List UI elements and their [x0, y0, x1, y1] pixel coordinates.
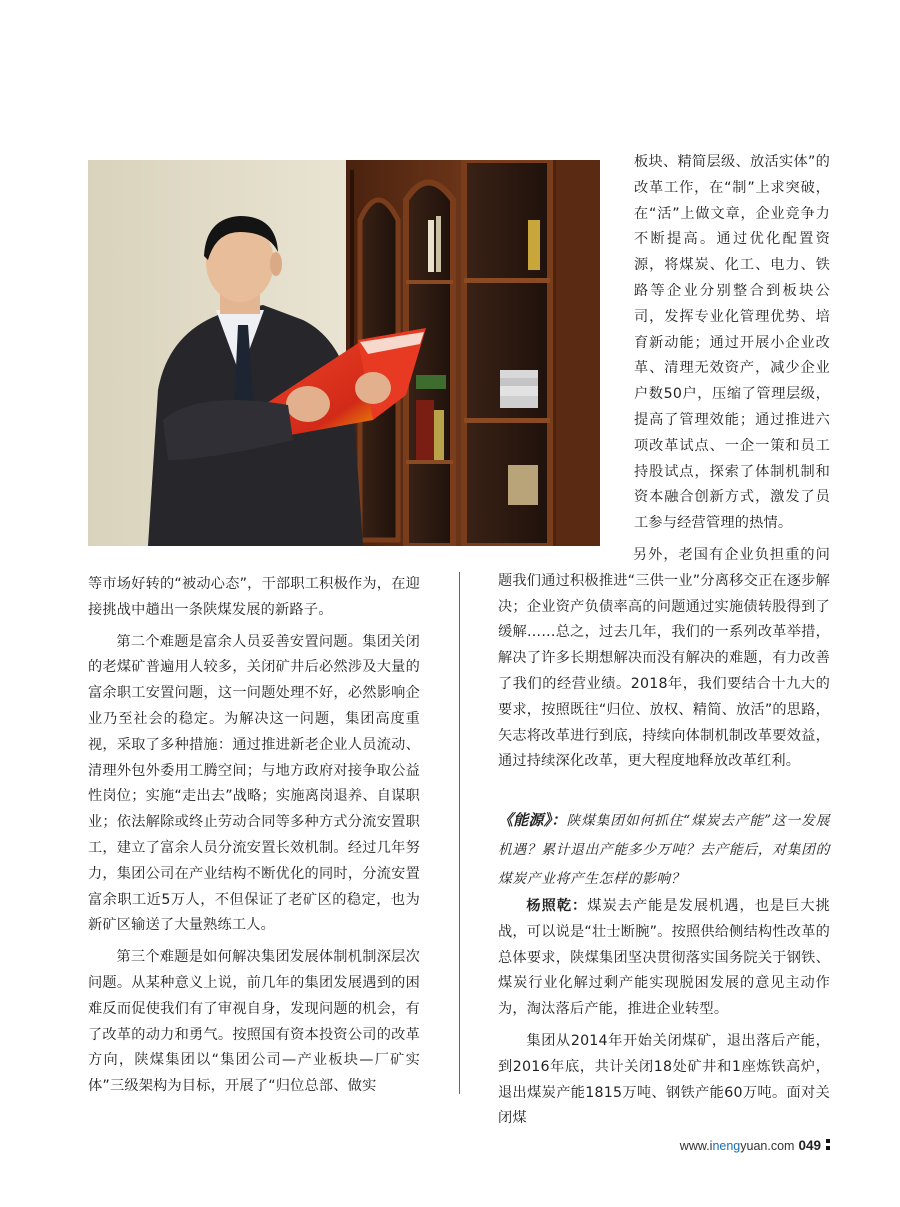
- photo-illustration: [88, 160, 600, 546]
- paragraph: 集团从2014年开始关闭煤矿，退出落后产能，到2016年底，共计关闭18处矿井和1座炼铁高炉，退出煤炭产能1815万吨、钢铁产能60万吨。面对关闭煤: [498, 1032, 830, 1127]
- right-column-top: [634, 150, 830, 537]
- paragraph: 板块、精简层级、放活实体”的改革工作，在“制”上求突破，在“活”上做文章，企业竞争力不断提高。通过优化配置资源，将煤炭、化工、电力、铁路等企业分别整合到板块公司，发挥专业化管理优势、培育新动能；通过开展小企业改革、清理无效资产，减少企业户数50户，压缩了管理层级，提高了管理效能；通过推进六项改革试点、一企一策和员工持股试点，探索了体制机制和资本融合创新方式，激发了员工参与经营管理的热情。: [634, 154, 830, 532]
- left-column: [88, 572, 420, 1100]
- page-number: 049: [798, 1138, 821, 1153]
- column-divider: [459, 572, 460, 1094]
- question-label: 《能源》：: [498, 811, 567, 829]
- page-marker-icon: [826, 1139, 830, 1150]
- paragraph: 第三个难题是如何解决集团发展体制机制深层次问题。从某种意义上说，前几年的集团发展遇到的困难反而促使我们有了审视自身，发现问题的机会，有了改革的动力和勇气。按照国有资本投资公司的改革方向，陕煤集团以“集团公司—产业板块—厂矿实体”三级架构为目标，开展了“归位总部、做实: [88, 949, 420, 1095]
- paragraph: 等市场好转的“被动心态”，干部职工积极作为，在迎接挑战中趟出一条陕煤发展的新路子。: [88, 576, 420, 618]
- paragraph: 另外，老国有企业负担重的问题我们通过积极推进“三供一业”分离移交正在逐步解决；企业资产负债率高的问题通过实施债转股得到了缓解……总之，过去几年，我们的一系列改革举措，解决了许多长期想解决而没有解决的难题，有力改善了我们的经营业绩。2018年，我们要结合十九大的要求，按照既往“归位、放权、精简、放活”的思路，矢志将改革进行到底，持续向体制机制改革要效益，通过持续深化改革，更大程度地释放改革红利。: [498, 547, 830, 770]
- answer-speaker: 杨照乾：: [526, 898, 588, 914]
- question-text: 陕煤集团如何抓住“煤炭去产能”这一发展机遇？累计退出产能多少万吨？去产能后，对集团的煤炭产业将产生怎样的影响？: [498, 813, 830, 887]
- right-column-middle: [498, 543, 830, 775]
- answer-text: 煤炭去产能是发展机遇，也是巨大挑战，可以说是“壮士断腕”。按照供给侧结构性改革的总体要求，陕煤集团坚决贯彻落实国务院关于钢铁、煤炭行业化解过剩产能实现脱困发展的意见主动作为，淘汰落后产能，推进企业转型。: [498, 898, 830, 1018]
- page-footer: [680, 1138, 830, 1153]
- qa-section: [498, 806, 830, 1132]
- paragraph: 第二个难题是富余人员妥善安置问题。集团关闭的老煤矿普遍用人较多，关闭矿井后必然涉及大量的富余职工安置问题，这一问题处理不好，必然影响企业乃至社会的稳定。为解决这一问题，集团高度重视，采取了多种措施：通过推进新老企业人员流动、清理外包外委用工腾空间；与地方政府对接争取公益性岗位；实施“走出去”战略；实施离岗退养、自谋职业；依法解除或终止劳动合同等多种方式分流安置职工，建立了富余人员分流安置长效机制。经过几年努力，集团公司在产业结构不断优化的同时，分流安置富余职工近5万人，不但保证了老矿区的稳定，也为新矿区输送了大量熟练工人。: [88, 633, 420, 934]
- article-photo: [88, 160, 600, 546]
- interview-answer: [498, 894, 830, 1023]
- interview-question: [498, 806, 830, 894]
- footer-url: www.inengyuan.com: [679, 1139, 795, 1153]
